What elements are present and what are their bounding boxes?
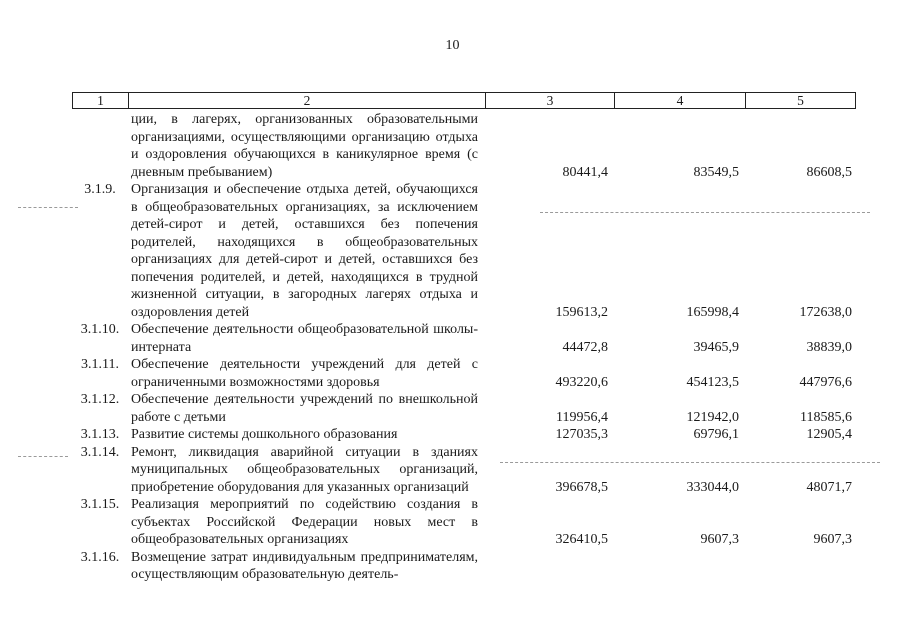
- scan-artifact-line: [18, 207, 78, 208]
- row-description: Реализация мероприятий по содействию создания в субъектах Российской Федерации новых мест в общеобразовательных организациях: [131, 497, 478, 547]
- header-col-2: 2: [129, 93, 486, 108]
- row-value-col3: 159613,2: [555, 304, 608, 320]
- table-row: [0, 549, 905, 584]
- header-col-1: 1: [73, 93, 129, 108]
- scan-artifact-line: [540, 212, 870, 213]
- row-value-col4: 454123,5: [686, 374, 739, 390]
- row-description: ции, в лагерях, организованных образовательными организациями, осуществляющими организацию отдыха и оздоровления обучающихся в каникулярное время (с дневным пребыванием): [131, 112, 478, 180]
- header-col-3: 3: [486, 93, 615, 108]
- row-description: Обеспечение деятельности общеобразовательной школы-интерната: [131, 322, 478, 355]
- row-value-col5: 86608,5: [806, 164, 852, 180]
- page-number: 10: [445, 38, 460, 53]
- header-col-5: 5: [797, 93, 804, 108]
- table-row: [0, 496, 905, 549]
- row-value-col3: 80441,4: [562, 164, 608, 180]
- row-value-col3: 44472,8: [562, 339, 608, 355]
- row-number: 3.1.15.: [80, 497, 120, 512]
- row-value-col3: 493220,6: [555, 374, 608, 390]
- scan-artifact-line: [18, 456, 68, 457]
- row-value-col4: 69796,1: [693, 427, 739, 442]
- table-row: [0, 181, 905, 321]
- row-number: 3.1.10.: [80, 322, 120, 337]
- row-value-col4: 121942,0: [686, 409, 739, 425]
- header-col-4: 4: [615, 93, 746, 108]
- row-value-col4: 9607,3: [700, 532, 739, 547]
- row-value-col5: 48071,7: [806, 479, 852, 495]
- row-value-col3: 326410,5: [555, 532, 608, 547]
- row-value-col4: 165998,4: [686, 304, 739, 320]
- row-description: Обеспечение деятельности учреждений для детей с ограниченными возможностями здоровья: [131, 357, 478, 390]
- table-body: [0, 111, 905, 584]
- table-row: [0, 111, 905, 181]
- row-description: Развитие системы дошкольного образования: [131, 427, 398, 442]
- row-value-col4: 39465,9: [693, 339, 739, 355]
- table-row: [0, 391, 905, 426]
- row-number: 3.1.14.: [80, 444, 120, 460]
- row-value-col5: 38839,0: [806, 339, 852, 355]
- table-row: [0, 426, 905, 444]
- row-value-col5: 118585,6: [800, 409, 852, 425]
- table-row: [0, 444, 905, 497]
- row-description: Обеспечение деятельности учреждений по внешкольной работе с детьми: [131, 392, 478, 425]
- table-header-row: [72, 92, 856, 109]
- row-number: 3.1.12.: [80, 392, 120, 407]
- row-value-col5: 172638,0: [799, 304, 852, 320]
- row-value-col3: 119956,4: [556, 409, 608, 425]
- row-number: 3.1.11.: [81, 357, 119, 372]
- row-number: 3.1.13.: [80, 427, 120, 442]
- row-description: Организация и обеспечение отдыха детей, обучающихся в общеобразовательных организациях, за исключением детей-сирот и детей, оставшихся без попечения родителей, находящихся в общеобразовательных организациях для детей-сирот и детей, оставшихся без попечения родителей, и детей, находящихся в трудной жизненной ситуации, в загородных лагерях отдыха и оздоровления детей: [131, 182, 478, 320]
- table-row: [0, 356, 905, 391]
- row-value-col3: 396678,5: [555, 479, 608, 495]
- row-value-col5: 9607,3: [813, 532, 852, 547]
- row-number: 3.1.16.: [80, 549, 120, 565]
- row-value-col4: 333044,0: [686, 479, 739, 495]
- row-value-col4: 83549,5: [693, 164, 739, 180]
- table-row: [0, 321, 905, 356]
- row-value-col5: 12905,4: [806, 427, 852, 442]
- row-value-col5: 447976,6: [799, 374, 852, 390]
- row-description: Возмещение затрат индивидуальным предпринимателям, осуществляющим образовательную деятель-: [131, 549, 478, 582]
- row-number: 3.1.9.: [84, 182, 116, 197]
- scan-artifact-line: [500, 462, 880, 463]
- row-description: Ремонт, ликвидация аварийной ситуации в зданиях муниципальных общеобразовательных организаций, приобретение оборудования для указанных организаций: [131, 444, 478, 495]
- row-value-col3: 127035,3: [555, 427, 608, 442]
